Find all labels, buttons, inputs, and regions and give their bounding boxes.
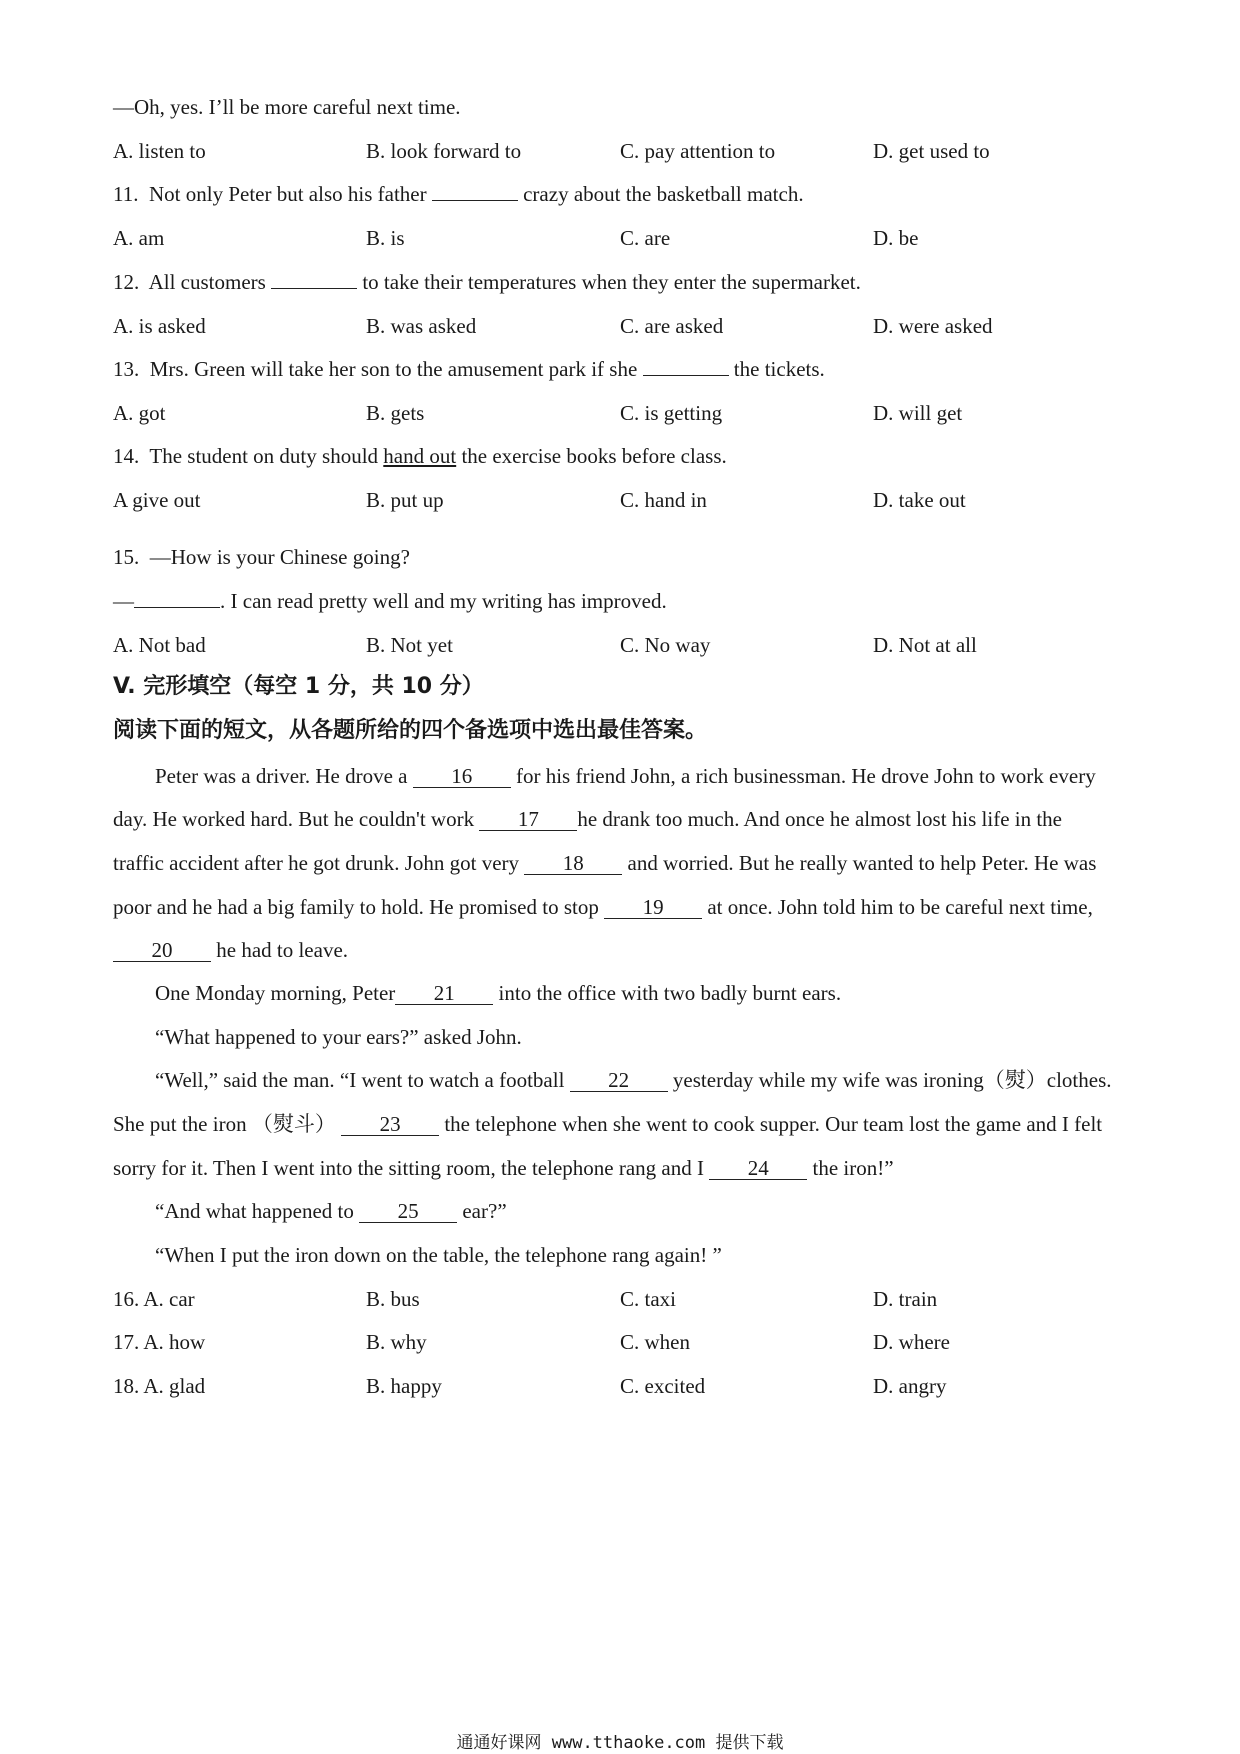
q10-option-c: C. pay attention to	[620, 139, 776, 163]
q12-question	[113, 268, 861, 296]
q11-option-d: D. be	[873, 226, 919, 250]
passage-line-6	[155, 979, 1173, 1007]
passage-line-2	[113, 805, 1131, 833]
q18-option-b: B. happy	[366, 1374, 442, 1398]
page-footer: 通通好课网 www.tthaoke.com 提供下载	[456, 1733, 784, 1753]
q11-question	[113, 180, 804, 208]
q16-option-c: C. taxi	[620, 1287, 676, 1311]
q15-option-d: D. Not at all	[873, 633, 977, 657]
passage-text: One Monday morning, Peter	[155, 981, 396, 1005]
passage-text: into the office with two badly burnt ears.	[498, 981, 842, 1005]
q14-question	[113, 442, 727, 470]
q15-blank	[134, 587, 220, 608]
q12-number: 12.	[113, 270, 140, 294]
q13-option-b: B. gets	[366, 401, 425, 425]
q18-option-c: C. excited	[620, 1374, 706, 1398]
passage-text: day. He worked hard. But he couldn't work	[113, 807, 475, 831]
q11-text-after: crazy about the basketball match.	[523, 182, 804, 206]
q16-option-b: B. bus	[366, 1287, 420, 1311]
q13-text-before: Mrs. Green will take her son to the amusement park if she	[149, 357, 638, 381]
passage-text: at once. John told him to be careful next time,	[707, 895, 1093, 919]
section-instruction: 阅读下面的短文，从各题所给的四个备选项中选出最佳答案。	[113, 718, 708, 743]
q17-option-c: C. when	[620, 1330, 690, 1354]
blank-23: 23	[341, 1113, 439, 1136]
passage-text: traffic accident after he got drunk. John got very	[113, 851, 520, 875]
passage-text: and worried. But he really wanted to help Peter. He was	[627, 851, 1097, 875]
passage-text: he had to leave.	[216, 938, 349, 962]
q12-option-b: B. was asked	[366, 314, 477, 338]
q13-option-a: A. got	[113, 401, 166, 425]
passage-text: “And what happened to	[155, 1199, 354, 1223]
q11-blank	[432, 180, 518, 201]
q10-option-d: D. get used to	[873, 139, 990, 163]
q17-option-a: 17. A. how	[113, 1330, 206, 1354]
q12-option-a: A. is asked	[113, 314, 206, 338]
passage-line-3	[113, 849, 1131, 877]
q14-option-a: A give out	[113, 488, 201, 512]
q15-option-c: C. No way	[620, 633, 711, 657]
passage-line-1	[155, 762, 1173, 790]
q11-option-b: B. is	[366, 226, 405, 250]
q10-option-b: B. look forward to	[366, 139, 522, 163]
q14-option-b: B. put up	[366, 488, 444, 512]
passage-line-4	[113, 893, 1131, 921]
q16-option-a: 16. A. car	[113, 1287, 195, 1311]
q13-option-d: D. will get	[873, 401, 963, 425]
passage-line-7: “What happened to your ears?” asked John.	[155, 1025, 522, 1049]
blank-18: 18	[524, 852, 622, 875]
q15-text: —How is your Chinese going?	[149, 545, 410, 569]
q14-text-before: The student on duty should	[149, 444, 379, 468]
q10-response: —Oh, yes. I’ll be more careful next time.	[113, 95, 461, 119]
passage-line-9	[113, 1110, 1131, 1138]
blank-25: 25	[359, 1200, 457, 1223]
q18-option-d: D. angry	[873, 1374, 947, 1398]
q15-option-a: A. Not bad	[113, 633, 206, 657]
q12-text-before: All customers	[148, 270, 266, 294]
blank-24: 24	[709, 1157, 807, 1180]
q16-option-d: D. train	[873, 1287, 938, 1311]
blank-16: 16	[413, 765, 511, 788]
q15-question	[113, 543, 410, 571]
passage-line-8	[155, 1066, 1173, 1094]
q12-option-d: D. were asked	[873, 314, 993, 338]
passage-text: poor and he had a big family to hold. He promised to stop	[113, 895, 599, 919]
passage-text: he drank too much. And once he almost lost his life in the	[577, 807, 1063, 831]
q14-number: 14.	[113, 444, 140, 468]
passage-text: She put the iron （熨斗）	[113, 1112, 336, 1136]
q14-underlined-phrase: hand out	[383, 444, 457, 468]
q18-option-a: 18. A. glad	[113, 1374, 206, 1398]
q13-option-c: C. is getting	[620, 401, 723, 425]
q11-option-c: C. are	[620, 226, 671, 250]
q13-blank	[643, 355, 729, 376]
q13-text-after: the tickets.	[733, 357, 825, 381]
q14-option-c: C. hand in	[620, 488, 707, 512]
q11-number: 11.	[113, 182, 139, 206]
q11-text-before: Not only Peter but also his father	[148, 182, 427, 206]
q14-text-after: the exercise books before class.	[461, 444, 727, 468]
section-title: V. 完形填空（每空 1 分，共 10 分）	[113, 674, 484, 699]
passage-text: sorry for it. Then I went into the sitting room, the telephone rang and I	[113, 1156, 704, 1180]
passage-text: the telephone when she went to cook supper. Our team lost the game and I felt	[444, 1112, 1103, 1136]
passage-text: ear?”	[462, 1199, 507, 1223]
passage-line-11	[155, 1197, 1173, 1225]
q14-option-d: D. take out	[873, 488, 966, 512]
q15-dash: —	[113, 589, 134, 613]
q15-number: 15.	[113, 545, 140, 569]
passage-text: “Well,” said the man. “I went to watch a football	[155, 1068, 565, 1092]
q17-option-b: B. why	[366, 1330, 427, 1354]
q10-option-a: A. listen to	[113, 139, 206, 163]
passage-text: yesterday while my wife was ironing（熨）clothes.	[672, 1068, 1112, 1092]
q12-option-c: C. are asked	[620, 314, 724, 338]
passage-line-10	[113, 1154, 1131, 1182]
blank-17: 17	[479, 808, 577, 831]
passage-text: Peter was a driver. He drove a	[155, 764, 408, 788]
q15-option-b: B. Not yet	[366, 633, 453, 657]
q15-text-after: . I can read pretty well and my writing has improved.	[220, 589, 667, 613]
q12-text-after: to take their temperatures when they enter the supermarket.	[362, 270, 861, 294]
q11-option-a: A. am	[113, 226, 165, 250]
blank-20: 20	[113, 939, 211, 962]
passage-text: the iron!”	[812, 1156, 894, 1180]
q17-option-d: D. where	[873, 1330, 950, 1354]
passage-line-5	[113, 936, 1131, 964]
q13-number: 13.	[113, 357, 140, 381]
passage-line-12: “When I put the iron down on the table, the telephone rang again! ”	[155, 1243, 722, 1267]
passage-text: for his friend John, a rich businessman. He drove John to work every	[515, 764, 1096, 788]
blank-19: 19	[604, 896, 702, 919]
q12-blank	[271, 268, 357, 289]
q15-response	[113, 587, 667, 615]
blank-21: 21	[395, 982, 493, 1005]
blank-22: 22	[570, 1069, 668, 1092]
q13-question	[113, 355, 825, 383]
